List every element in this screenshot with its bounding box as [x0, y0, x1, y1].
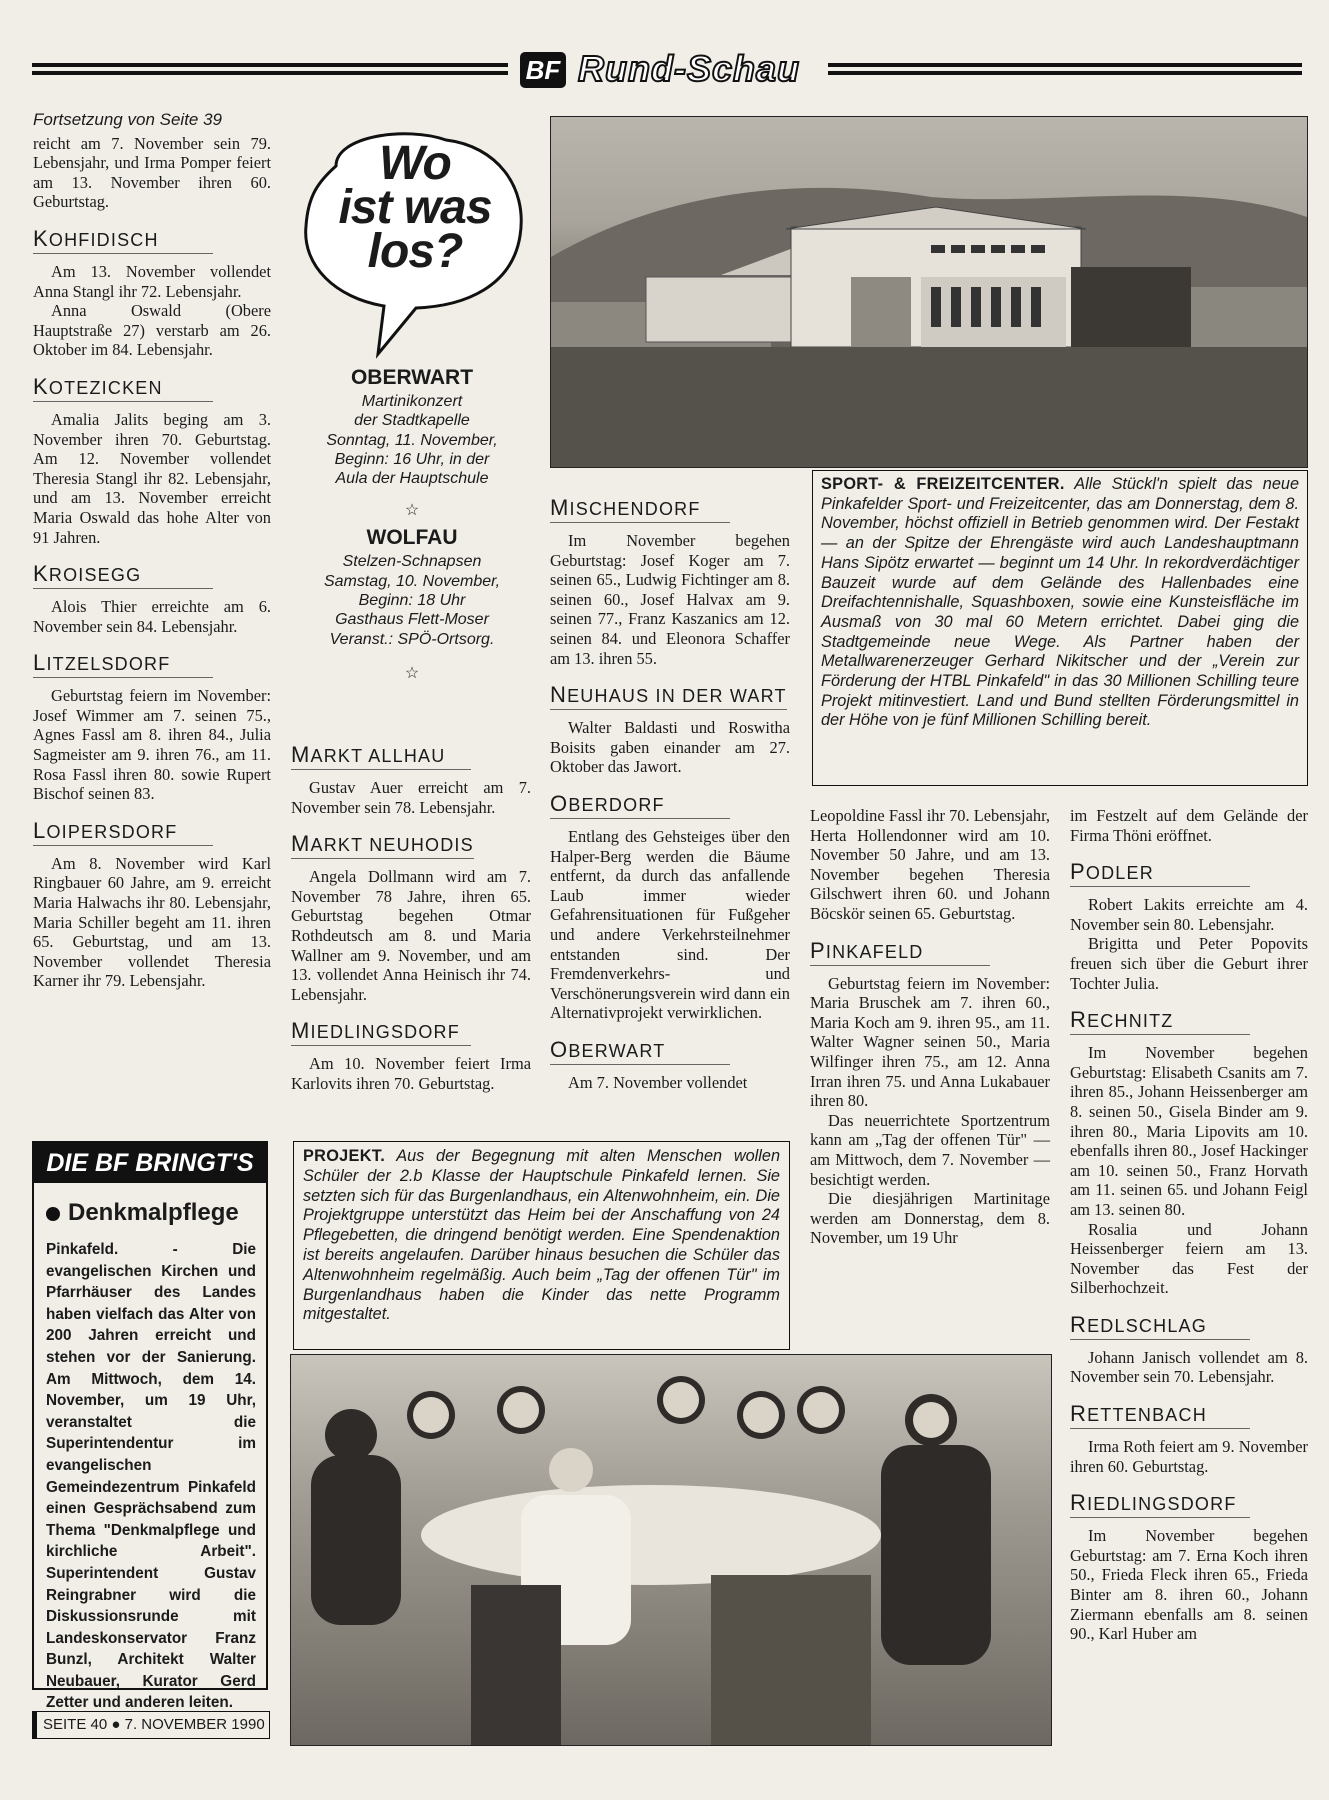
- section-heading: RIEDLINGSDORF: [1070, 1490, 1250, 1518]
- sport-caption-text: Alle Stückl'n spielt das neue Pinkafelder Sport- und Freizeitcenter, das am Donnerstag, dem 8. November, höchst offiziell in Betrieb genommen wird. Der Festakt — an der Spitze der Ehrengäste wird auch Landeshauptmann Hans Sipötz erwartet — beginnt um 14 Uhr. In rekordverdächtiger Bauzeit wurde auf dem Gelände des Hallenbades eine Dreifachtennishalle, Squashboxen, sowie eine Kunsteisfläche im Ausmaß von 30 mal 60 Metern errichtet. Dabei ging die Stadtgemeinde neue Wege. Als Partner haben der Metallwarenerzeuger Gerhard Nikitscher und der „Verein zur Förderung der HTBL Pinkafeld" in das 30 Millionen Schilling teure Projekt mitinvestiert. Land und Bund stellten Förderungsmittel in der Höhe von je fünf Millionen Schilling bereit.: [821, 475, 1300, 730]
- section-paragraph: Rosalia und Johann Heissenberger feiern am 13. November das Fest der Silberhochzeit.: [1070, 1219, 1308, 1298]
- section-paragraph: Am 7. November vollendet: [568, 1072, 748, 1092]
- section-heading: REDLSCHLAG: [1070, 1312, 1250, 1340]
- section-paragraph: Entlang des Gehsteiges über den Halper-Berg werden die Bäume entfernt, da durch das anfallende Laub immer wieder Gefahrensituationen für Fußgeher und andere Verkehrsteilnehmer entstanden sind. Der Fremdenverkehrs- und Verschönerungsverein wird dann ein Alternativprojekt verwirklichen.: [550, 826, 790, 1023]
- event-oberwart: [289, 366, 535, 488]
- event-place: WOLFAU: [366, 526, 458, 550]
- footer-bullet-icon: ●: [111, 1716, 121, 1733]
- section-heading: KOTEZICKEN: [33, 374, 213, 402]
- sportcenter-photo: [550, 116, 1308, 468]
- section-heading: PINKAFELD: [810, 938, 990, 966]
- issue-date: 7. NOVEMBER 1990: [124, 1716, 265, 1733]
- column-4: [810, 806, 1050, 1248]
- section-paragraph: Am 10. November feiert Irma Karlovits ihren 70. Geburtstag.: [291, 1054, 531, 1093]
- section-heading: OBERDORF: [550, 791, 730, 819]
- section-paragraph: Brigitta und Peter Popovits freuen sich über die Geburt ihrer Tochter Julia.: [1070, 934, 1308, 993]
- event-line: Martinikonzert: [361, 393, 463, 410]
- projekt-caption-text: Aus der Begegnung mit alten Menschen wollen Schüler der 2.b Klasse der Hauptschule Pinkafeld lernen. Sie setzten sich für das Burgenlandhaus, ein Altenwohnheim, ein. Die Projektgruppe unterstützt das Heim bei der Anschaffung von 24 Pflegebetten, die dringend benötigt werden. Eine Spendenaktion ist bereits angelaufen. Darüber hinaus besuchen die Schüler das Altenwohnheim regelmäßig. Auch beim „Tag der offenen Tür" im Burgenlandhaus haben die Kinder das nette Programm mitgestaltet.: [303, 1147, 780, 1324]
- section-heading: MISCHENDORF: [550, 495, 730, 523]
- page-footer: [32, 1711, 270, 1739]
- col4-intro: Leopoldine Fassl ihr 70. Lebensjahr, Herta Hollendonner wird am 10. November 50 Jahre, und am 13. November begehen Theresia Gilschwert ihren 60. und Johann Böcskör seinen 65. Geburtstag.: [810, 806, 1050, 923]
- bubble-text: [310, 137, 520, 278]
- section-paragraph: Das neuerrichtete Sportzentrum kann am „Tag der offenen Tür" — am Mittwoch, dem 7. November — besichtigt werden.: [810, 1110, 1050, 1189]
- column-3: [550, 481, 790, 1092]
- section-paragraph: Am 8. November wird Karl Ringbauer 60 Jahre, am 9. erreicht Maria Halwachs ihr 80. Lebensjahr, Maria Schiller begeht am 11. ihren 65. Geburtstag, und am 13. November vollendet Theresia Karner ihr 79. Lebensjahr.: [33, 853, 271, 991]
- event-line: Sonntag, 11. November,: [326, 431, 498, 449]
- event-place: OBERWART: [350, 366, 474, 389]
- col1-intro: reicht am 7. November sein 79. Lebensjahr, und Irma Pomper feiert am 13. November ihren 60. Geburtstag.: [33, 133, 271, 212]
- sportcenter-building-icon: [551, 117, 1307, 467]
- event-line: Stelzen-Schnapsen: [342, 553, 482, 571]
- section-paragraph: Die diesjährigen Martinitage werden am Donnerstag, dem 8. November, um 19 Uhr: [810, 1189, 1050, 1248]
- event-line: Beginn: 16 Uhr, in der: [334, 450, 490, 468]
- continued-note: Fortsetzung von Seite 39: [33, 110, 223, 129]
- section-paragraph: Anna Oswald (Obere Hauptstraße 27) verstarb am 26. Oktober im 84. Lebensjahr.: [33, 301, 271, 360]
- event-line: Gasthaus Flett-Moser: [335, 611, 489, 629]
- section-paragraph: Amalia Jalits beging am 3. November ihren 70. Geburtstag. Am 12. November vollendet Theresia Stangl ihr 82. Lebensjahr, und am 13. November erreicht Maria Oswald das hohe Alter von 91 Jahren.: [33, 409, 271, 547]
- section-paragraph: Gustav Auer erreicht am 7. November sein 78. Lebensjahr.: [291, 778, 531, 817]
- brand-logo: BF: [520, 52, 566, 88]
- page-number: SEITE 40: [43, 1716, 108, 1733]
- event-line: Veranst.: SPÖ-Ortsorg.: [329, 630, 495, 648]
- section-paragraph: Im November begehen Geburtstag: Josef Koger am 7. seinen 65., Ludwig Fichtinger am 8. seinen 60., Josef Halvax am 9. seinen 77., Franz Kaszanics am 12. seinen 84. und Eleonora Schaffer am 13. ihren 55.: [550, 531, 790, 668]
- section-heading: KROISEGG: [33, 561, 213, 589]
- column-1: [33, 110, 271, 991]
- header-rule-right: [828, 63, 1302, 75]
- col5-intro: im Festzelt auf dem Gelände der Firma Thöni eröffnet.: [1070, 806, 1308, 845]
- event-line: Beginn: 18 Uhr: [358, 592, 466, 610]
- section-heading: KOHFIDISCH: [33, 226, 213, 254]
- projekt-caption-lead: PROJEKT.: [303, 1147, 386, 1165]
- column-5: [1070, 806, 1308, 1644]
- event-line: Aula der Hauptschule: [335, 470, 489, 488]
- event-line: der Stadtkapelle: [354, 412, 470, 430]
- star-icon: ☆: [404, 502, 420, 520]
- bubble-line-3: los?: [367, 225, 463, 278]
- section-paragraph: Im November begehen Geburtstag: am 7. Erna Koch ihren 50., Frieda Fleck ihren 65., Frieda Binter am 8. ihren 60., Johann Ziermann ebenfalls am 8. seinen 90., Karl Huber am: [1070, 1526, 1308, 1644]
- section-paragraph: Walter Baldasti und Roswitha Boisits gaben einander am 27. Oktober das Jawort.: [550, 718, 790, 777]
- section-paragraph: Johann Janisch vollendet am 8. November sein 70. Lebensjahr.: [1070, 1347, 1308, 1387]
- event-wolfau: [289, 526, 535, 648]
- section-paragraph: Alois Thier erreichte am 6. November sein 84. Lebensjahr.: [33, 597, 271, 636]
- section-title: Rund-Schau: [578, 48, 800, 89]
- section-heading: OBERWART: [550, 1037, 730, 1065]
- section-paragraph: Geburtstag feiern im November: Maria Bruschek am 7. ihren 60., Maria Koch am 9. ihren 95., am 11. Walter Wagner seinen 50., Maria Wilfinger ihren 75., am 12. Anna Irran ihren 75. und Anna Lukabauer ihren 80.: [810, 973, 1050, 1111]
- section-paragraph: Geburtstag feiern im November: Josef Wimmer am 7. seinen 75., Agnes Fassl am 8. ihren 84., Julia Sagmeister am 9. ihren 76., am 11. Rosa Fassl ihren 80. sowie Rupert Bischof seinen 83.: [33, 686, 271, 804]
- event-line: Samstag, 10. November,: [323, 572, 501, 590]
- section-heading: NEUHAUS IN DER WART: [550, 682, 787, 710]
- bubble-line-1: Wo: [379, 137, 451, 190]
- section-paragraph: Angela Dollmann wird am 7. November 78 Jahre, ihren 65. Geburtstag begehen Otmar Rothdeutsch am 8. und Maria Wallner am 9. November, und am 13. vollendet Anna Heinisch ihr 74. Lebensjahr.: [291, 867, 531, 1004]
- section-heading: RETTENBACH: [1070, 1401, 1250, 1429]
- sport-caption-box: [812, 470, 1308, 786]
- bringts-title-row: [46, 1199, 256, 1227]
- bubble-line-2: ist was: [338, 181, 492, 234]
- column-2: [291, 728, 531, 1094]
- section-paragraph: Robert Lakits erreichte am 4. November sein 80. Lebensjahr.: [1070, 895, 1308, 934]
- classroom-photo: [290, 1354, 1052, 1746]
- section-heading: LITZELSDORF: [33, 650, 213, 678]
- section-heading: RECHNITZ: [1070, 1007, 1250, 1035]
- section-paragraph: Im November begehen Geburtstag: Elisabeth Csanits am 7. ihren 85., Johann Heissenberger am 8. seinen 50., Gisela Binder am 9. ihren 80., Maria Lipovits am 10. ebenfalls ihren 80., Josef Hackinger am 10. seinen 50., Franz Horvath am 11. seinen 65. und Johann Feigl am 13. seinen 80.: [1070, 1043, 1308, 1219]
- students-group-icon: [291, 1355, 1051, 1745]
- bringts-banner: DIE BF BRINGT'S: [34, 1143, 266, 1183]
- sport-caption-lead: SPORT- & FREIZEITCENTER.: [821, 475, 1065, 493]
- section-heading: PODLER: [1070, 859, 1250, 887]
- star-icon: ☆: [404, 664, 420, 682]
- section-heading: MIEDLINGSDORF: [291, 1018, 471, 1046]
- section-paragraph: Irma Roth feiert am 9. November ihren 60. Geburtstag.: [1070, 1437, 1308, 1476]
- section-heading: MARKT NEUHODIS: [291, 831, 474, 859]
- header-rule-left: [32, 63, 508, 75]
- bringts-text: Pinkafeld. - Die evangelischen Kirchen und Pfarrhäuser des Landes haben vielfach das Alter von 200 Jahren erreicht und stehen vor der Sanierung. Am Mittwoch, dem 14. November, um 19 Uhr, veranstaltet die Superintendentur im evangelischen Gemeindezentrum Pinkafeld einen Gesprächsabend zum Thema "Denkmalpflege und kirchliche Arbeit". Superintendent Gustav Reingrabner wird die Diskussionsrunde mit Landeskonservator Franz Bunzl, Architekt Walter Neubauer, Kurator Gerd Zetter und anderen leiten.: [46, 1241, 256, 1712]
- section-heading: MARKT ALLHAU: [291, 742, 471, 770]
- bullet-icon: [46, 1207, 60, 1221]
- bringts-title: Denkmalpflege: [68, 1199, 239, 1226]
- projekt-caption-box: [293, 1141, 790, 1350]
- section-paragraph: Am 13. November vollendet Anna Stangl ihr 72. Lebensjahr.: [33, 261, 271, 301]
- events-listing: [289, 366, 535, 683]
- bringts-box: [32, 1141, 268, 1712]
- section-heading: LOIPERSDORF: [33, 818, 213, 846]
